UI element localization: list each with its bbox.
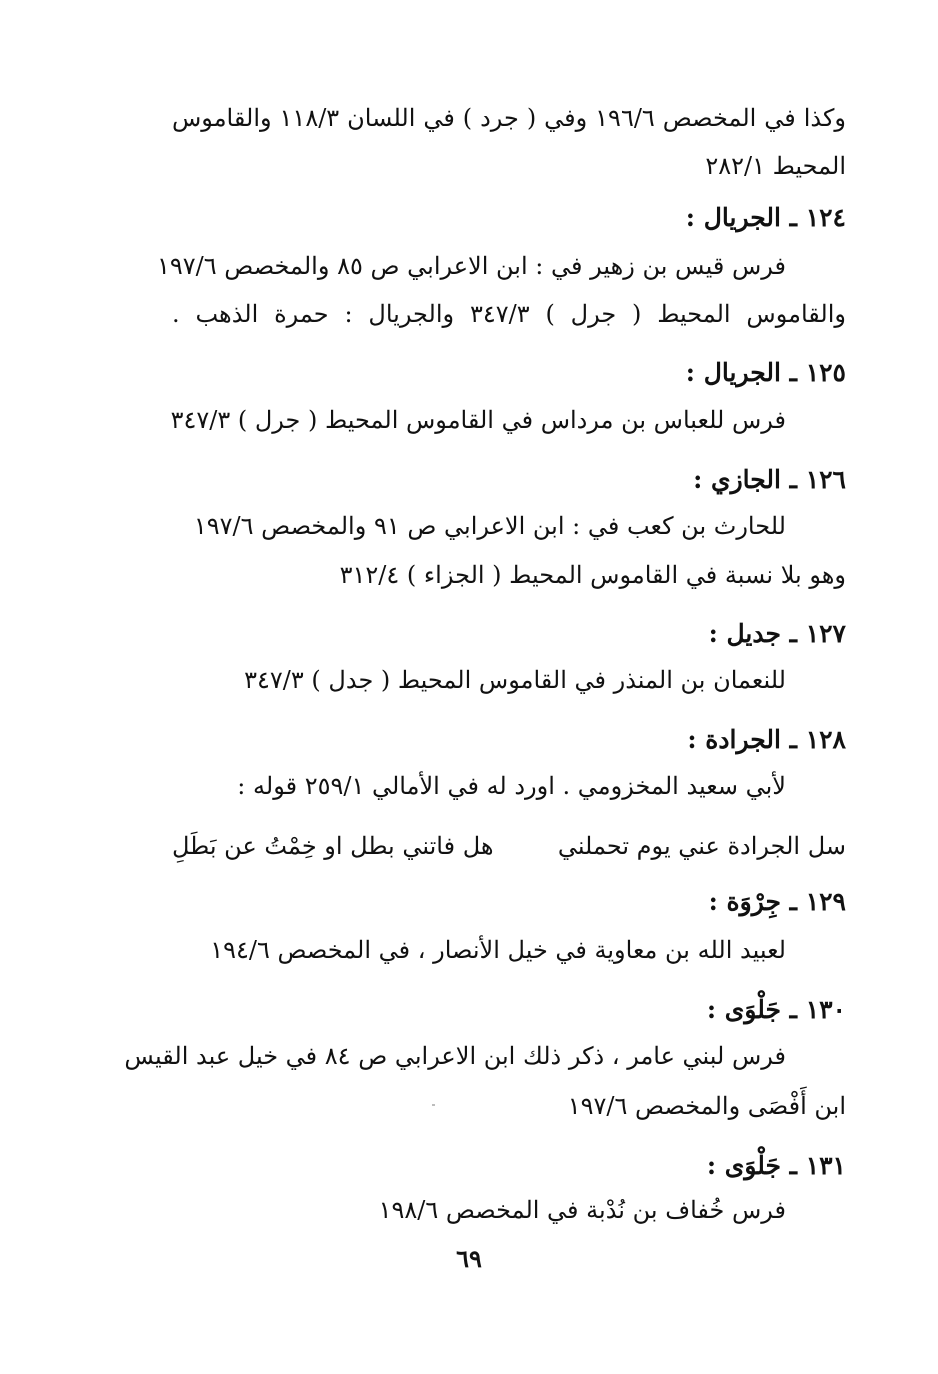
entry-heading-126: ١٢٦ ـ الجازي : bbox=[693, 465, 846, 494]
text-line: وكذا في المخصص ١٩٦/٦ وفي ( جرد ) في اللسان ١١٨/٣ والقاموس bbox=[172, 104, 846, 132]
entry-heading-124: ١٢٤ ـ الجريال : bbox=[685, 203, 846, 232]
text-line: فرس قيس بن زهير في : ابن الاعرابي ص ٨٥ والمخصص ١٩٧/٦ bbox=[157, 252, 786, 280]
text-line: فرس للعباس بن مرداس في القاموس المحيط ( جرل ) ٣٤٧/٣ bbox=[170, 406, 786, 434]
page-number: ٦٩ bbox=[456, 1244, 482, 1273]
text-line: فرس خُفاف بن نُدْبة في المخصص ١٩٨/٦ bbox=[378, 1196, 786, 1224]
entry-heading-129: ١٢٩ ـ جِرْوَة : bbox=[708, 887, 846, 916]
text-line: لعبيد الله بن معاوية في خيل الأنصار ، في المخصص ١٩٤/٦ bbox=[210, 936, 786, 964]
text-line: لأبي سعيد المخزومي . اورد له في الأمالي ٢٥٩/١ قوله : bbox=[237, 772, 786, 800]
entry-heading-125: ١٢٥ ـ الجريال : bbox=[685, 358, 846, 387]
text-line: فرس لبني عامر ، ذكر ذلك ابن الاعرابي ص ٨٤ في خيل عبد القيس bbox=[124, 1042, 786, 1070]
entry-heading-130: ١٣٠ ـ جَلْوَى : bbox=[706, 995, 846, 1024]
entry-heading-128: ١٢٨ ـ الجرادة : bbox=[687, 725, 846, 754]
entry-heading-131: ١٣١ ـ جَلْوَى : bbox=[706, 1151, 846, 1180]
text-line: والقاموس المحيط ( جرل ) ٣٤٧/٣ والجريال : حمرة الذهب . bbox=[172, 300, 846, 328]
text-line: للنعمان بن المنذر في القاموس المحيط ( جدل ) ٣٤٧/٣ bbox=[244, 666, 786, 694]
scan-speck bbox=[432, 1104, 435, 1106]
text-line: المحيط ٢٨٢/١ bbox=[705, 152, 846, 180]
text-line: للحارث بن كعب في : ابن الاعرابي ص ٩١ والمخصص ١٩٧/٦ bbox=[193, 512, 786, 540]
entry-heading-127: ١٢٧ ـ جديل : bbox=[708, 619, 846, 648]
text-line: ابن أَفْصَى والمخصص ١٩٧/٦ bbox=[567, 1092, 846, 1120]
text-line: وهو بلا نسبة في القاموس المحيط ( الجزاء ) ٣١٢/٤ bbox=[339, 561, 846, 589]
verse-second-hemistich: هل فاتني بطل او خِمْتُ عن بَطَلِ bbox=[172, 832, 494, 860]
verse-first-hemistich: سل الجرادة عني يوم تحملني bbox=[557, 832, 846, 860]
